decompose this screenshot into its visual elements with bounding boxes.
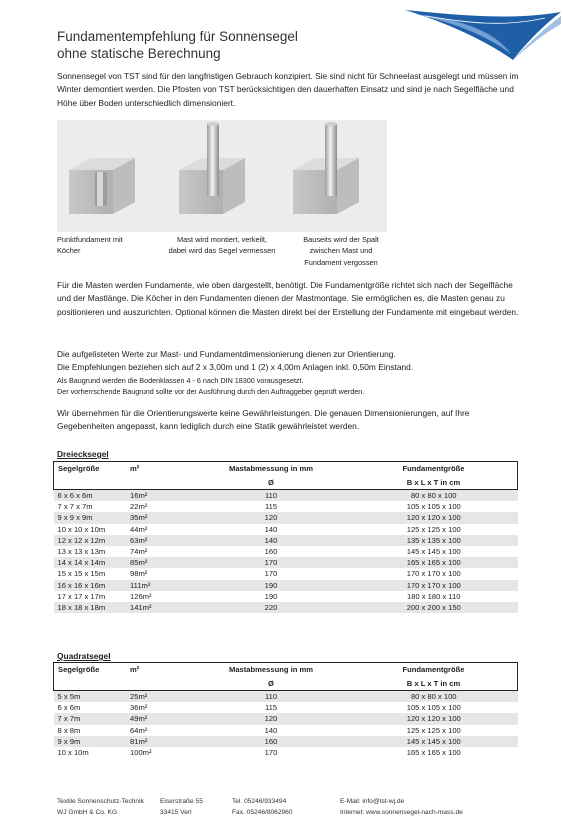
caption-2: Mast wird montiert, verkeilt, dabei wird das Segel vermessen: [168, 235, 276, 256]
header-m2: m²: [126, 462, 192, 477]
footer-contact: [340, 797, 463, 818]
cell-flaeche: 44m²: [130, 524, 148, 534]
cell-fundament: 105 x 105 x 100: [406, 502, 461, 512]
caption-1: Punktfundament mit Köcher: [57, 235, 123, 256]
cell-fundament: 165 x 165 x 100: [346, 557, 518, 568]
footer-address: [160, 797, 203, 818]
cell-fundament: 170 x 170 x 100: [346, 580, 518, 591]
cell-mast: 170: [192, 557, 346, 568]
cell-segelgroesse: 15 x 15 x 15m: [57, 569, 106, 579]
cell-segelgroesse: 10 x 10m: [57, 748, 89, 758]
table-row: [54, 747, 518, 758]
footer-street: Eiserstraße 55: [160, 798, 203, 805]
cell-fundament: 180 x 180 x 110: [407, 591, 461, 601]
table-row: [54, 702, 518, 713]
cell-flaeche: 16m²: [126, 490, 192, 502]
footer-fax: Fax. 05246/8062960: [232, 808, 293, 816]
cell-flaeche: 100m²: [130, 748, 152, 758]
cell-segelgroesse: 16 x 16 x 16m: [54, 580, 127, 591]
header-m2: m²: [126, 663, 192, 678]
cell-segelgroesse: 12 x 12 x 12m: [54, 535, 127, 546]
cell-mast: 110: [192, 490, 346, 502]
cell-segelgroesse: 14 x 14 x 14m: [54, 557, 127, 568]
header-mastabmessung: Mastabmessung in mm: [192, 663, 346, 678]
cell-segelgroesse: 6 x 6 x 6m: [54, 490, 127, 502]
header-diameter: Ø: [192, 677, 346, 691]
section-title-dreieck: Dreiecksegel: [57, 449, 109, 459]
cell-flaeche: 111m²: [126, 580, 192, 591]
cell-fundament: 105 x 105 x 100: [406, 703, 461, 713]
cell-segelgroesse: 6 x 6m: [57, 703, 81, 713]
header-segelgroesse: Segelgröße: [54, 663, 127, 678]
para3-small-1: Als Baugrund werden die Bodenklassen 4 - 6 nach DIN 18300 vorausgesetzt.: [57, 375, 304, 385]
paragraph-3: [57, 348, 519, 398]
cell-flaeche: 64m²: [130, 725, 148, 735]
cell-mast: 140: [264, 524, 278, 534]
cell-flaeche: 85m²: [126, 557, 192, 568]
cell-mast: 220: [192, 602, 346, 613]
paragraph-2: Für die Masten werden Fundamente, wie oben dargestellt, benötigt. Die Fundamentgröße richtet sich nach der Segelfläche und der Mastlänge. Die Köcher in den Fundamenten dienen der Mastmontage. Sie ermöglichen es, die Masten genau zu positionieren und auszurichten. Optional können die Masten direkt bei der Erstellung der Fundamente mit eingebaut werden.: [57, 280, 519, 317]
cell-mast: 170: [264, 569, 278, 579]
cell-mast: 140: [192, 535, 346, 546]
cell-flaeche: 63m²: [126, 535, 192, 546]
table-row: [54, 524, 518, 535]
cell-fundament: 165 x 165 x 100: [406, 748, 461, 758]
para3-line-2: Die Empfehlungen beziehen sich auf 2 x 3,00m und 1 (2) x 4,00m Anlagen inkl. 0,50m Einstand.: [57, 362, 414, 373]
cell-mast: 160: [264, 547, 278, 557]
table-row: [54, 725, 518, 736]
table-row: [54, 591, 518, 602]
cell-segelgroesse: 9 x 9m: [54, 736, 127, 747]
cell-mast: 170: [264, 748, 278, 758]
section-title-quadrat: Quadratsegel: [57, 651, 111, 661]
caption-3: Bauseits wird der Spalt zwischen Mast und Fundament vergossen: [303, 235, 379, 267]
footer-city: 33415 Verl: [160, 808, 192, 816]
para3-small-2: Der vorherrschende Baugrund sollte vor der Ausführung durch den Auftraggeber geprüft werden.: [57, 387, 365, 397]
cell-mast: 190: [264, 591, 278, 601]
cell-segelgroesse: 7 x 7 x 7m: [57, 502, 93, 512]
footer-email[interactable]: E-Mail: info@tst-wj.de: [340, 798, 405, 805]
paragraph-4: Wir übernehmen für die Orientierungswerte keine Gewährleistungen. Die genauen Dimensionierungen, auf Ihre Gegebenheiten angepasst, kann lediglich durch eine Statik gewährleistet werden.: [57, 408, 470, 432]
cell-fundament: 120 x 120 x 100: [346, 713, 518, 724]
cell-fundament: 145 x 145 x 100: [346, 736, 518, 747]
cell-fundament: 80 x 80 x 100: [346, 490, 518, 502]
foundation-illustration: [57, 120, 387, 232]
cell-segelgroesse: 8 x 8m: [57, 725, 81, 735]
cell-segelgroesse: 9 x 9 x 9m: [54, 512, 127, 523]
page-title: [57, 28, 298, 62]
table-row: [54, 535, 518, 546]
cell-flaeche: 98m²: [130, 569, 148, 579]
footer-company-1: Textile Sonnenschutz-Technik: [57, 798, 144, 805]
cell-flaeche: 36m²: [130, 703, 148, 713]
table-row: [54, 501, 518, 512]
table-dreieck: [53, 461, 518, 613]
cell-segelgroesse: 7 x 7m: [54, 713, 127, 724]
cell-fundament: 125 x 125 x 100: [406, 524, 461, 534]
cell-mast: 115: [264, 703, 278, 713]
table-row: [54, 736, 518, 747]
footer-phone: [232, 797, 293, 818]
title-line-2: ohne statische Berechnung: [57, 46, 221, 61]
cell-flaeche: 25m²: [126, 691, 192, 703]
cell-fundament: 135 x 135 x 100: [346, 535, 518, 546]
table-row: [54, 713, 518, 724]
cell-flaeche: 49m²: [126, 713, 192, 724]
cell-flaeche: 74m²: [130, 547, 148, 557]
block-1: [69, 158, 135, 214]
table-row: [54, 691, 518, 703]
para3-line-1: Die aufgelisteten Werte zur Mast- und Fundamentdimensionierung dienen zur Orientierung.: [57, 349, 396, 359]
header-mastabmessung: Mastabmessung in mm: [192, 462, 346, 477]
table-row: [54, 546, 518, 557]
table-row: [54, 568, 518, 579]
intro-paragraph: Sonnensegel von TST sind für den langfristigen Gebrauch konzipiert. Sie sind nicht für Schneelast ausgelegt und müssen im Winter demontiert werden. Die Pfosten von TST berücksichtigen den dauerhaften Einsatz und sind je nach Segelfläche und Höhe über Boden unterschiedlich dimensioniert.: [57, 71, 519, 108]
cell-mast: 140: [264, 725, 278, 735]
footer-company: [57, 797, 144, 818]
table-row: [54, 580, 518, 591]
cell-fundament: 80 x 80 x 100: [346, 691, 518, 703]
footer-company-2: WJ GmbH & Co. KG: [57, 808, 118, 816]
header-fundamentgroesse: Fundamentgröße: [346, 663, 518, 678]
footer-tel: Tel. 05246/933494: [232, 798, 287, 805]
cell-fundament: 120 x 120 x 100: [346, 512, 518, 523]
header-diameter: Ø: [192, 476, 346, 490]
header-bxlxt: B x L x T in cm: [346, 677, 518, 691]
cell-fundament: 170 x 170 x 100: [406, 569, 461, 579]
table-quadrat: [53, 662, 518, 758]
table-row: [54, 557, 518, 568]
cell-fundament: 200 x 200 x 150: [346, 602, 518, 613]
cell-segelgroesse: 10 x 10 x 10m: [57, 524, 106, 534]
title-line-1: Fundamentempfehlung für Sonnensegel: [57, 29, 298, 44]
table-row: [54, 602, 518, 613]
cell-mast: 160: [192, 736, 346, 747]
cell-mast: 120: [192, 713, 346, 724]
cell-mast: 110: [192, 691, 346, 703]
cell-flaeche: 141m²: [126, 602, 192, 613]
header-bxlxt: B x L x T in cm: [346, 476, 518, 490]
cell-segelgroesse: 13 x 13 x 13m: [57, 547, 106, 557]
cell-segelgroesse: 17 x 17 x 17m: [57, 591, 106, 601]
header-fundamentgroesse: Fundamentgröße: [346, 462, 518, 477]
table-row: [54, 490, 518, 502]
cell-flaeche: 81m²: [126, 736, 192, 747]
tst-logo: [405, 2, 561, 62]
header-segelgroesse: Segelgröße: [54, 462, 127, 477]
cell-mast: 120: [192, 512, 346, 523]
cell-flaeche: 126m²: [130, 591, 152, 601]
cell-flaeche: 22m²: [130, 502, 148, 512]
footer-web[interactable]: Internet: www.sonnensegel-nach-mass.de: [340, 808, 463, 816]
cell-fundament: 125 x 125 x 100: [406, 725, 461, 735]
cell-fundament: 145 x 145 x 100: [406, 547, 461, 557]
cell-flaeche: 35m²: [126, 512, 192, 523]
table-row: [54, 512, 518, 523]
cell-mast: 115: [264, 502, 278, 512]
cell-segelgroesse: 18 x 18 x 18m: [54, 602, 127, 613]
cell-mast: 190: [192, 580, 346, 591]
cell-segelgroesse: 5 x 5m: [54, 691, 127, 703]
